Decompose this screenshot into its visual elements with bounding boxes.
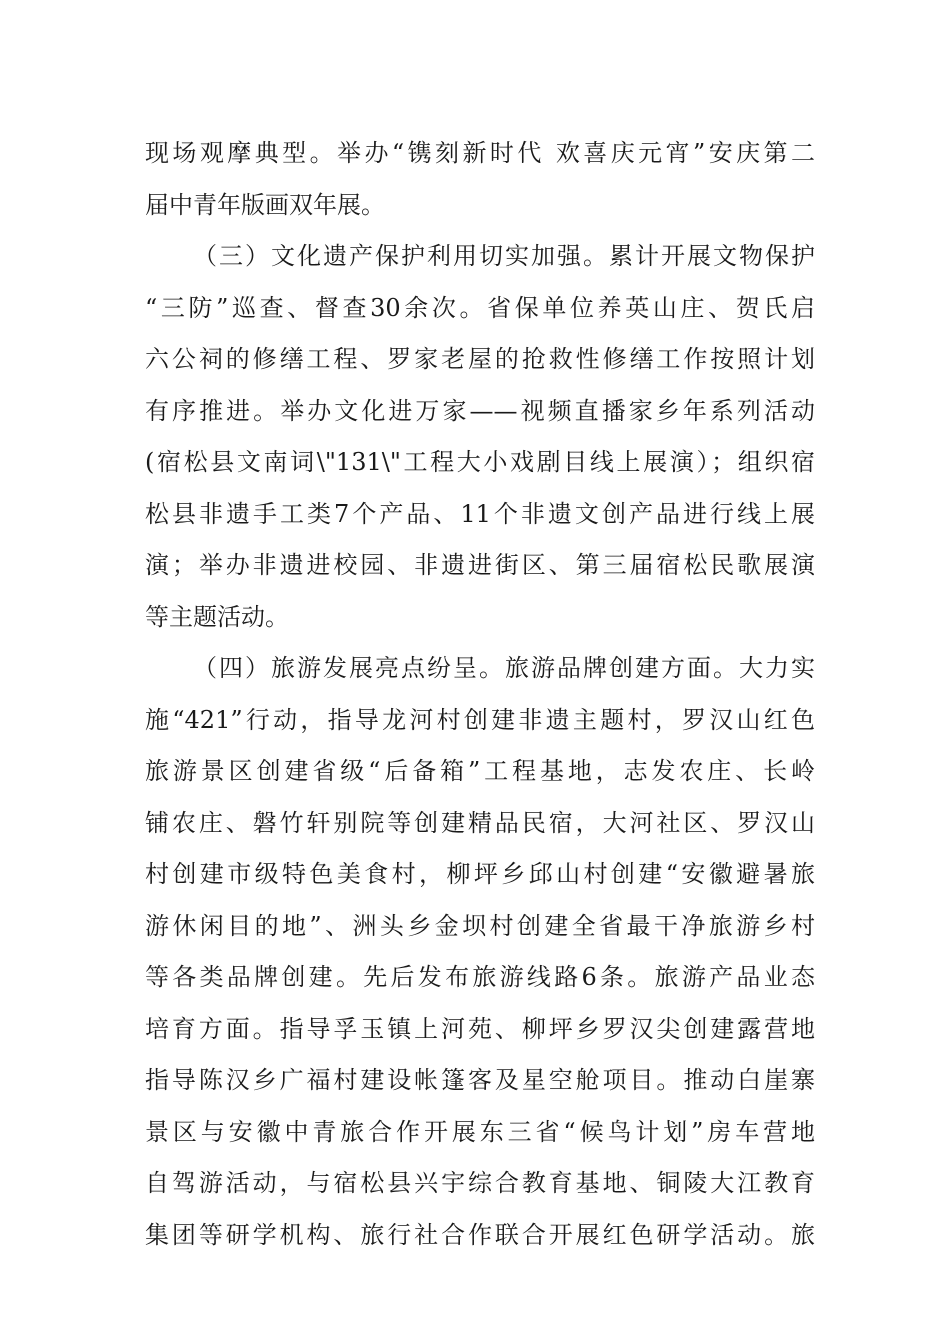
text-line: 培育方面。指导孚玉镇上河苑、柳坪乡罗汉尖创建露营地 — [145, 1014, 815, 1043]
text-line: （四）旅游发展亮点纷呈。旅游品牌创建方面。大力实 — [193, 654, 815, 682]
text-line: 施“421”行动，指导龙河村创建非遗主题村，罗汉山红色 — [145, 705, 815, 734]
text-line: 旅游景区创建省级“后备箱”工程基地，志发农庄、长岭 — [145, 757, 815, 785]
text-line: 松县非遗手工类7个产品、11个非遗文创产品进行线上展 — [145, 499, 815, 528]
text-line: (宿松县文南词\"131\"工程大小戏剧目线上展演）；组织宿 — [145, 448, 815, 476]
body-text — [145, 128, 815, 1261]
text-line: “三防”巡查、督查30余次。省保单位养英山庄、贺氏启 — [145, 293, 815, 322]
text-line: 村创建市级特色美食村，柳坪乡邱山村创建“安徽避暑旅 — [145, 860, 815, 888]
text-line: 集团等研学机构、旅行社合作联合开展红色研学活动。旅 — [145, 1220, 815, 1249]
text-line: （三）文化遗产保护利用切实加强。累计开展文物保护 — [193, 242, 815, 270]
text-line: 等主题活动。 — [145, 602, 289, 631]
text-line: 六公祠的修缮工程、罗家老屋的抢救性修缮工作按照计划 — [145, 345, 815, 373]
text-line: 现场观摩典型。举办“镌刻新时代 欢喜庆元宵”安庆第二 — [145, 139, 815, 167]
text-line: 演；举办非遗进校园、非遗进街区、第三届宿松民歌展演 — [145, 551, 815, 579]
text-line: 等各类品牌创建。先后发布旅游线路6条。旅游产品业态 — [145, 963, 815, 991]
text-line: 指导陈汉乡广福村建设帐篷客及星空舱项目。推动白崖寨 — [145, 1066, 815, 1094]
text-line: 自驾游活动，与宿松县兴宇综合教育基地、铜陵大江教育 — [145, 1169, 815, 1197]
text-line: 景区与安徽中青旅合作开展东三省“候鸟计划”房车营地 — [145, 1117, 815, 1146]
text-line: 游休闲目的地”、洲头乡金坝村创建全省最干净旅游乡村 — [145, 911, 815, 940]
text-line: 铺农庄、磐竹轩别院等创建精品民宿，大河社区、罗汉山 — [145, 808, 815, 837]
text-line: 有序推进。举办文化进万家——视频直播家乡年系列活动 — [145, 396, 815, 425]
text-line: 届中青年版画双年展。 — [145, 190, 385, 219]
